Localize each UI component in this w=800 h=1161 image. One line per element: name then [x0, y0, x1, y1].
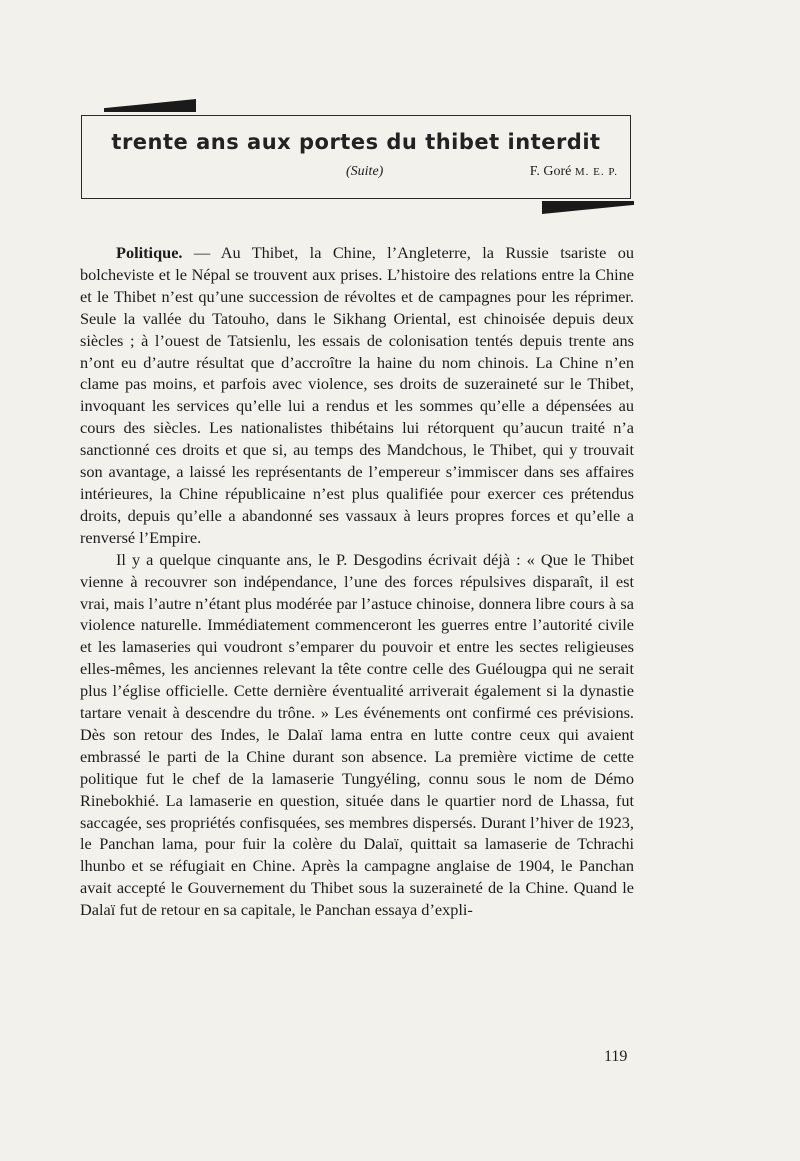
article-body [80, 242, 634, 921]
decorative-bar-bottom [542, 201, 634, 214]
section-lead: Politique. [116, 243, 183, 262]
decorative-bar-top [104, 99, 196, 112]
author-name: F. Goré [529, 164, 572, 179]
paragraph-2: Il y a quelque cinquante ans, le P. Desgodins écrivait déjà : « Que le Thibet vienne à recouvrer son indépendance, l’une des forces répulsives disparaît, il est vrai, mais l’autre n’étant plus modérée par l’astuce chinoise, donnera libre cours à sa violence naturelle. Immédiatement commenceront les guerres entre l’autorité civile et les lamaseries qui voudront s’emparer du pouvoir et entre les sectes religieuses elles-mêmes, les anciennes relevant la tête contre celle des Guélougpa qui ne serait plus l’église officielle. Cette dernière éventualité arriverait également si la dynastie tartare venait à descendre du trône. » Les événements ont confirmé ces prévisions. Dès son retour des Indes, le Dalaï lama entra en lutte contre ceux qui avaient embrassé le parti de la Chine durant son absence. La première victime de cette politique fut le chef de la lamaserie Tungyéling, connu sous le nom de Démo Rinebokhié. La lamaserie en question, située dans le quartier nord de Lhassa, fut saccagée, ses propriétés confisquées, ses membres dispersés. Durant l’hiver de 1923, le Panchan lama, pour fuir la colère du Dalaï, quittait sa lamaserie de Tchrachi lhunbo et se réfugiait en Chine. Après la campagne anglaise de 1904, le Panchan avait accepté le Gouvernement du Thibet sous la suzeraineté de la Chine. Quand le Dalaï fut de retour en sa capitale, le Panchan essaya d’expli- [80, 549, 634, 920]
article-title: trente ans aux portes du thibet interdit [111, 130, 601, 154]
article-subtitle: (Suite) [346, 164, 384, 179]
paragraph-1 [80, 242, 634, 549]
title-frame [81, 115, 631, 199]
author-suffix: M. E. P. [574, 166, 618, 178]
page-number: 119 [604, 1048, 628, 1065]
paragraph-1-text: — Au Thibet, la Chine, l’Angleterre, la Russie tsariste ou bolcheviste et le Népal se trouvent aux prises. L’histoire des relations entre la Chine et le Thibet n’est qu’une succession de révoltes et de campagnes pour les réprimer. Seule la vallée du Tatouho, dans le Sikhang Oriental, est chinoisée depuis deux siècles ; à l’ouest de Tatsienlu, les essais de colonisation tentés depuis trente ans n’ont eu d’autre résultat que d’accroître la haine du nom chinois. La Chine n’en clame pas moins, et parfois avec violence, ses droits de suzeraineté sur le Thibet, invoquant les services qu’elle lui a rendus et les sommes qu’elle a dépensées au cours des siècles. Les nationalistes thibétains lui rétorquent qu’aucun traité n’a sanctionné ces droits et que si, au temps des Mandchous, le Thibet, qui y trouvait son avantage, a laissé les représentants de l’empereur s’immiscer dans ses affaires intérieures, la Chine républicaine n’est plus qualifiée pour exercer ces prétendus droits, depuis qu’elle a abandonné ses vassaux à leurs propres forces et qu’elle a renversé l’Empire. [80, 243, 634, 547]
article-author [530, 164, 618, 180]
